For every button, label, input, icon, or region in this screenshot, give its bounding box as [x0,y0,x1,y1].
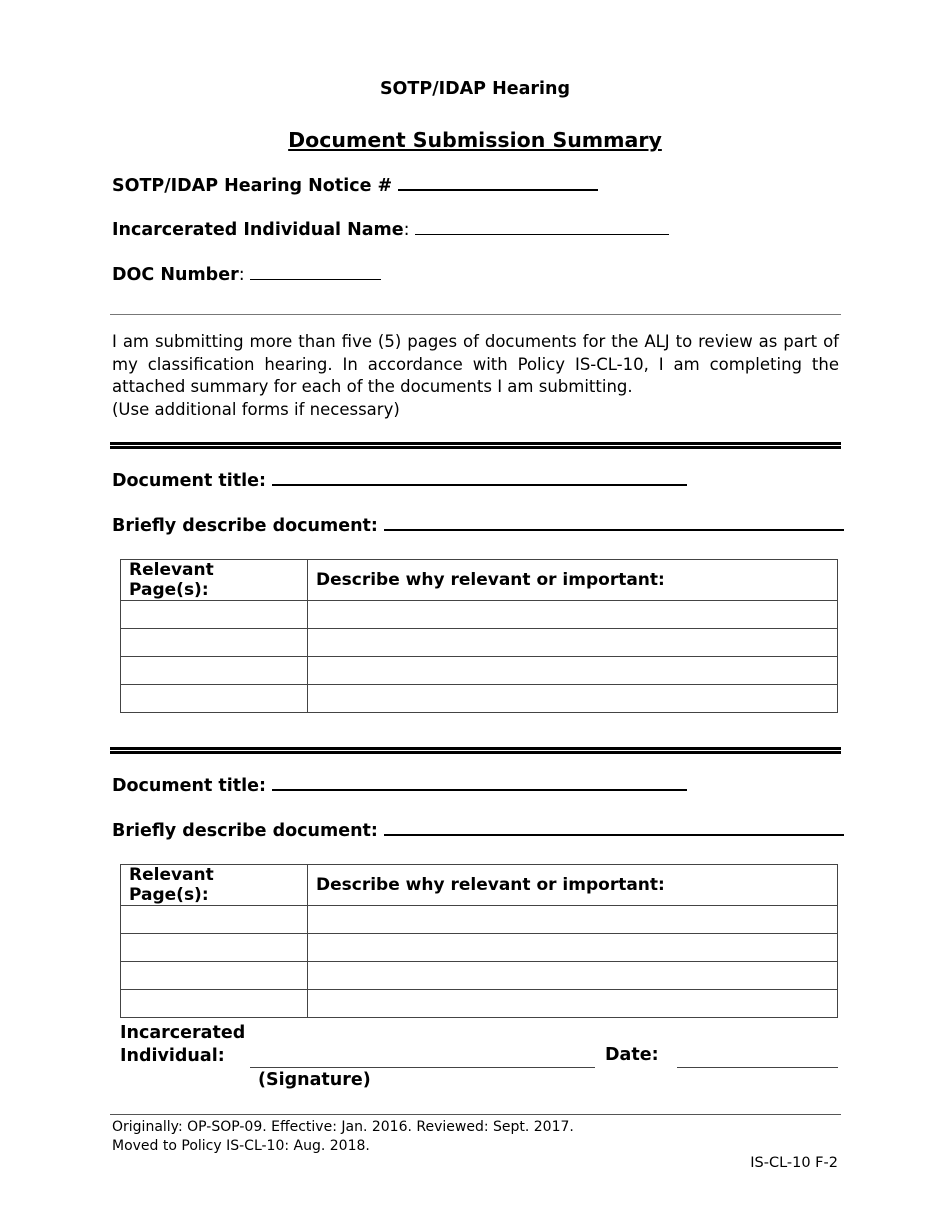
individual-name-input[interactable] [415,219,669,235]
description-cell[interactable] [308,990,838,1018]
description-cell[interactable] [308,601,838,629]
document-title-input[interactable] [272,469,687,486]
table-row [121,685,838,713]
table-row [121,629,838,657]
individual-name-colon: : [403,220,410,240]
hearing-notice-input[interactable] [398,174,598,191]
hearing-notice-field [112,174,598,196]
describe-document-label: Briefly describe document: [112,516,378,536]
form-title: SOTP/IDAP Hearing [379,79,571,99]
table-row [121,962,838,990]
doc-number-input[interactable] [250,264,381,280]
description-cell[interactable] [308,685,838,713]
footer-line-2: Moved to Policy IS-CL-10: Aug. 2018. [112,1138,370,1154]
double-divider [110,442,841,449]
footer-line-1: Originally: OP-SOP-09. Effective: Jan. 2016. Reviewed: Sept. 2017. [112,1119,574,1135]
relevance-description-header: Describe why relevant or important: [308,560,838,601]
table-row [121,934,838,962]
doc-number-label: DOC Number [112,265,239,285]
signature-label-line2: Individual: [120,1046,225,1066]
document-title-input[interactable] [272,774,687,791]
description-cell[interactable] [308,906,838,934]
document-title-label: Document title: [112,471,266,491]
pages-cell[interactable] [121,990,308,1018]
date-input[interactable] [677,1067,838,1068]
doc-number-colon: : [238,265,245,285]
hearing-notice-label: SOTP/IDAP Hearing Notice # [112,176,393,196]
signature-caption: (Signature) [258,1070,371,1090]
intro-paragraph [112,331,839,421]
footer-divider [110,1114,841,1115]
pages-cell[interactable] [121,934,308,962]
document-title-field [112,774,687,796]
form-number: IS-CL-10 F-2 [750,1155,838,1171]
date-label: Date: [605,1045,659,1065]
pages-cell[interactable] [121,685,308,713]
table-row [121,990,838,1018]
description-cell[interactable] [308,962,838,990]
relevant-pages-header: Relevant Page(s): [121,560,308,601]
pages-cell[interactable] [121,657,308,685]
individual-name-label: Incarcerated Individual Name [112,220,404,240]
pages-cell[interactable] [121,601,308,629]
table-row [121,657,838,685]
signature-label-line1: Incarcerated [120,1023,246,1043]
signature-input[interactable] [250,1067,595,1068]
table-header-row [121,560,838,601]
describe-document-field [112,819,844,841]
table-row [121,601,838,629]
intro-text: I am submitting more than five (5) pages of documents for the ALJ to review as part of my classification hearing. In accordance with Policy IS-CL-10, I am completing the attached summary for each of the documents I am submitting. [112,332,839,396]
relevant-pages-header: Relevant Page(s): [121,865,308,906]
relevance-description-header: Describe why relevant or important: [308,865,838,906]
table-row [121,906,838,934]
pages-cell[interactable] [121,962,308,990]
individual-name-field [112,219,669,240]
describe-document-label: Briefly describe document: [112,821,378,841]
pages-cell[interactable] [121,906,308,934]
section-divider [110,314,841,315]
intro-note: (Use additional forms if necessary) [112,399,400,419]
doc-number-field [112,264,381,285]
pages-cell[interactable] [121,629,308,657]
description-cell[interactable] [308,657,838,685]
describe-document-input[interactable] [384,819,844,836]
form-subtitle: Document Submission Summary [288,128,662,152]
describe-document-input[interactable] [384,514,844,531]
description-cell[interactable] [308,629,838,657]
relevance-table [120,864,838,1018]
relevance-table [120,559,838,713]
document-title-label: Document title: [112,776,266,796]
describe-document-field [112,514,844,536]
signature-label [120,1022,245,1068]
table-header-row [121,865,838,906]
document-title-field [112,469,687,491]
description-cell[interactable] [308,934,838,962]
footer-notes [112,1118,574,1156]
double-divider [110,747,841,754]
